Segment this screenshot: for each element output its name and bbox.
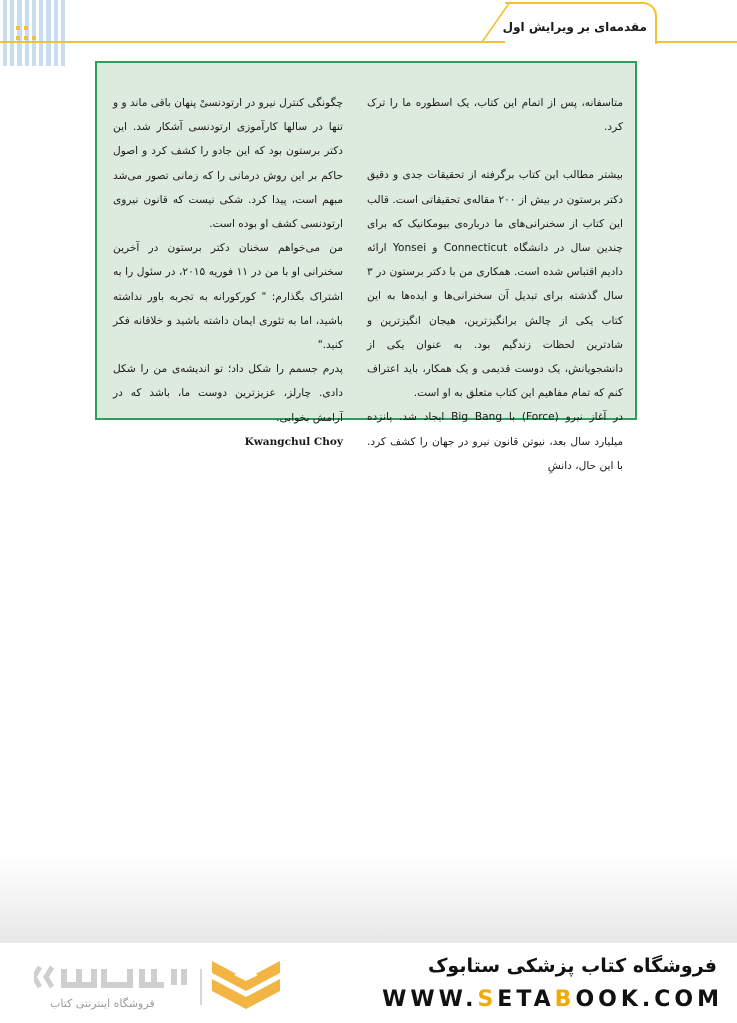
url-part: ETA bbox=[497, 987, 555, 1012]
content-box bbox=[95, 61, 637, 472]
logo-divider bbox=[200, 969, 202, 1005]
right-column bbox=[367, 91, 623, 478]
paragraph: چگونگی کنترل نیرو در ارتودنسیْ پنهان باقی ماند و و تنها در سالها کارآموزی ارتودنسی آشکار شد. این دکتر برستون بود که این جادو را کشف کرد و اصول حاکم بر این روش درمانی را که زمانی تصور می‌شد مبهم است، پیدا کرد. شکی نیست که قانون نیروی ارتودنسی کشف او بوده است. bbox=[113, 97, 343, 231]
author-signature: Kwangchul Choy bbox=[244, 435, 343, 448]
store-name: فروشگاه کتاب پزشکی ستابوک bbox=[427, 955, 717, 977]
header-dots-decoration bbox=[2, 26, 64, 48]
store-logo-icon bbox=[212, 961, 280, 1009]
footer-shade bbox=[0, 855, 737, 945]
url-highlight: B bbox=[554, 987, 576, 1012]
footer bbox=[0, 943, 737, 1023]
url-highlight: S bbox=[477, 987, 498, 1012]
paragraph: متاسفانه، پس از اتمام این کتاب، یک اسطوره ما را ترک کرد. bbox=[367, 97, 623, 134]
left-column bbox=[113, 91, 343, 454]
paragraph: بیشتر مطالب این کتاب برگرفته از تحقیقات جدی و دقیق دکتر برستون در بیش از ۲۰۰ مقاله‌ی تحقیقاتی است. قالب این کتاب از سخنرانی‌های ما درباره‌ی بیومکانیک که برای چندین سال در دانشگاه Connecticut و Yonsei ارائه دادیم اقتباس شده است. همکاری من با دکتر برستون در ۳ سال گذشته برای تبدیل آن سخنرانی‌ها و ایده‌ها به این کتاب یکی از چالش برانگیزترین، هیجان انگیزترین و شادترین لحظات زندگیم بود. به عنوان یکی از دانشجویانش، یک دوست قدیمی و یک همکار، باید اعتراف کنم که تمام مفاهیم این کتاب متعلق به او است. bbox=[367, 169, 623, 400]
paragraph: در آغاز نیرو (Force) با Big Bang ایجاد شد. پانزده میلیارد سال بعد، نیوتن قانون نیرو در جهان را کشف کرد. با این حال، دانشِ bbox=[367, 411, 623, 472]
url-part: WWW. bbox=[382, 987, 478, 1012]
page-title: مقدمه‌ای بر ویرایش اول bbox=[502, 20, 647, 34]
url-part: OOK.COM bbox=[575, 987, 723, 1012]
paragraph: من می‌خواهم سخنان دکتر برستون در آخرین سخنرانی او با من در ۱۱ فوریه ۲۰۱۵، در سئول را به اشتراک بگذارم: " کورکورانه به تجربه باور نداشته باشید، اما به تئوری ایمان داشته باشید و خلاقانه فکر کنید." bbox=[113, 242, 343, 352]
store-logo-subtitle: فروشگاه اینترنتی کتاب bbox=[50, 997, 155, 1010]
store-url[interactable] bbox=[382, 987, 723, 1012]
paragraph: پدرم جسمم را شکل داد؛ تو اندیشه‌ی من را شکل دادی. چارلز، عزیزترین دوست ما، باشد که در آرامش بخوابی. bbox=[113, 363, 343, 424]
store-logo-wordmark bbox=[34, 959, 194, 995]
